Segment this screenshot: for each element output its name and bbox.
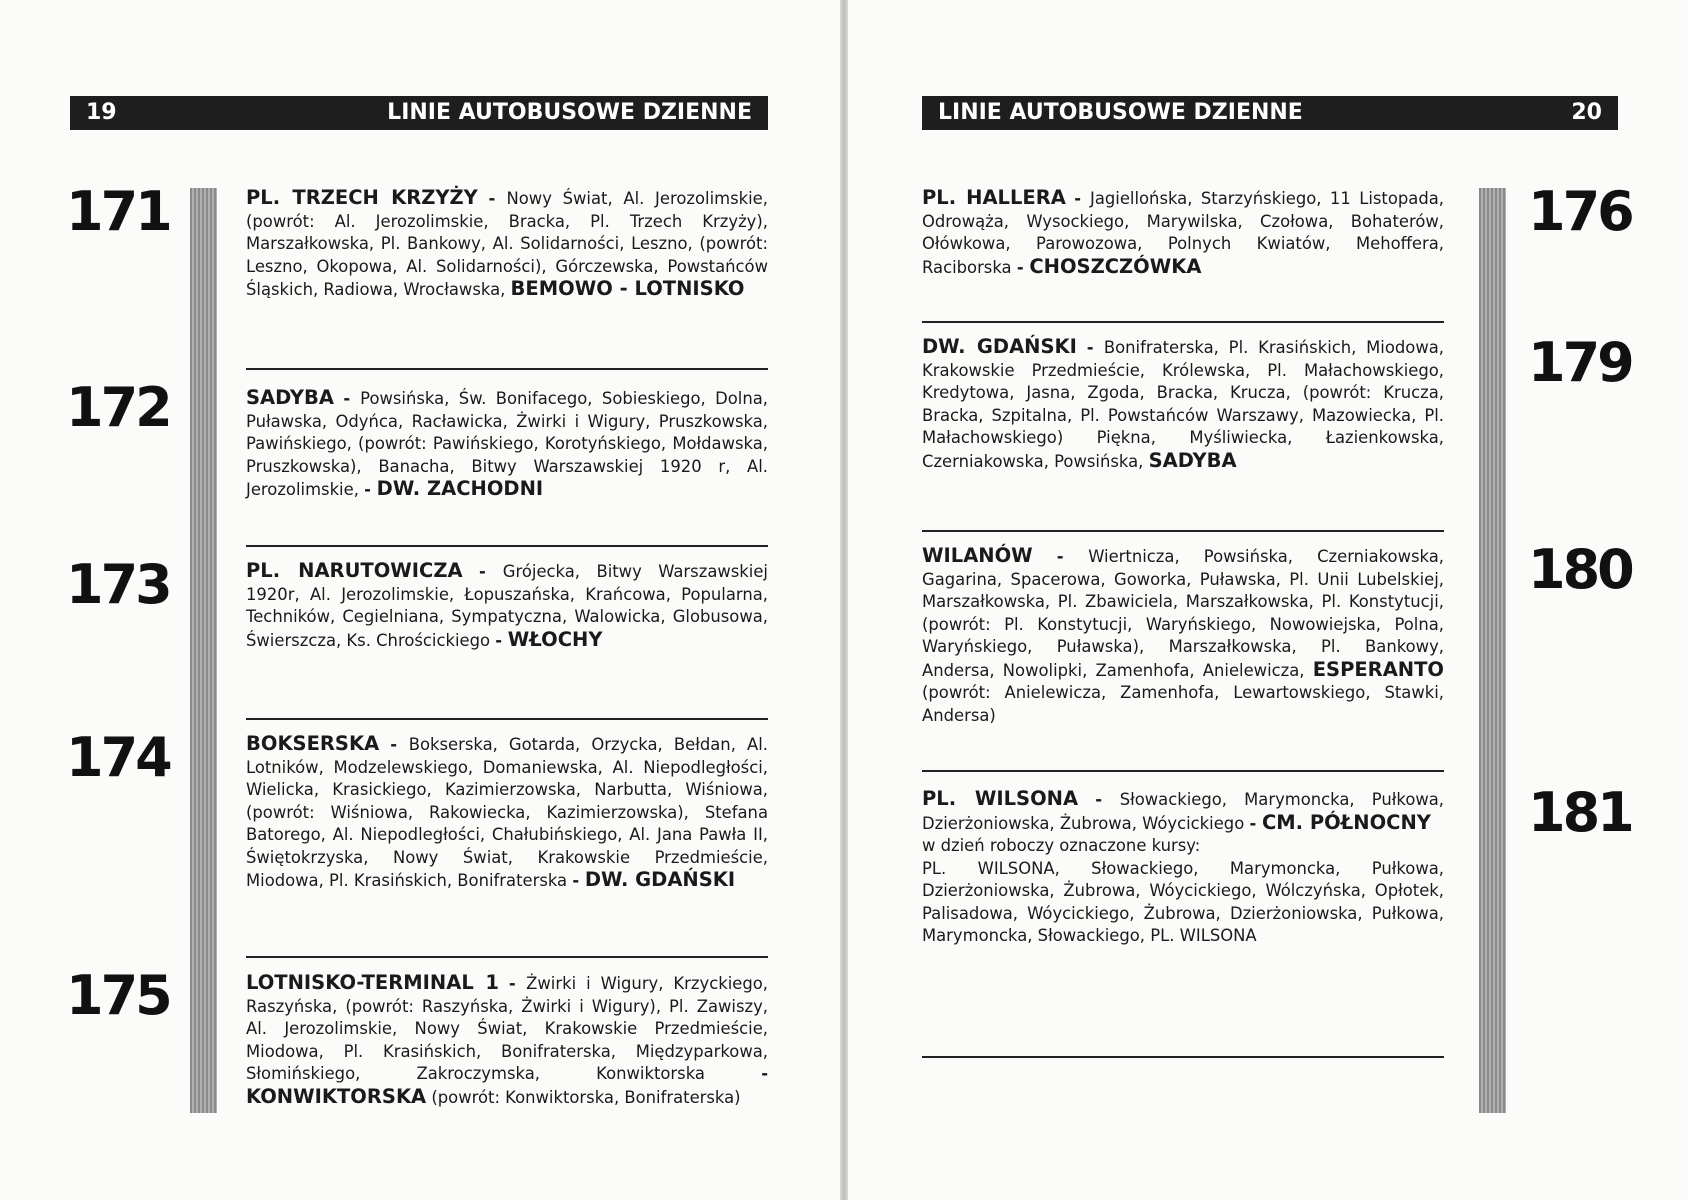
route-number: 171 xyxy=(66,180,170,243)
route-streets: Jagiellońska, Starzyńskiego, 11 Listopada, Odrowąża, Wysockiego, Marywilska, Czołowa, Bohaterów, Ołówkowa, Parowozowa, Polnych Kwiatów, Mehoffera, Raciborska xyxy=(922,189,1444,277)
divider xyxy=(246,368,768,370)
left-page xyxy=(0,0,840,1200)
book-gutter xyxy=(840,0,848,1200)
route-description: PL. NARUTOWICZA - Grójecka, Bitwy Warszawskiej 1920r, Al. Jerozolimskie, Łopuszańska, Krańcowa, Popularna, Techników, Cegielniana, Sympatyczna, Walowicka, Globusowa, Świerszcza, Ks. Chrościckiego - WŁOCHY xyxy=(246,559,768,651)
route-end: DW. GDAŃSKI xyxy=(584,868,736,891)
divider xyxy=(922,770,1444,772)
page-header xyxy=(922,96,1618,130)
route-start: SADYBA xyxy=(246,386,334,409)
route-description: PL. WILSONA - Słowackiego, Marymoncka, Pułkowa, Dzierżoniowska, Żubrowa, Wóycickiego - CM. PÓŁNOCNY w dzień roboczy oznaczone kursy: PL. WILSONA, Słowackiego, Marymoncka, Pułkowa, Dzierżoniowska, Żubrowa, Wóycickiego, Wólczyńska, Opłotek, Palisadowa, Wóycickiego, Żubrowa, Dzierżoniowska, Pułkowa, Marymoncka, Słowackiego, PL. WILSONA xyxy=(922,788,1444,948)
route-streets: Słowackiego, Marymoncka, Pułkowa, Dzierżoniowska, Żubrowa, Wóycickiego xyxy=(922,790,1445,833)
route-streets: Grójecka, Bitwy Warszawskiej 1920r, Al. Jerozolimskie, Łopuszańska, Krańcowa, Popularna, Techników, Cegielniana, Sympatyczna, Walowicka, Globusowa, Świerszcza, Ks. Chrościckiego xyxy=(246,562,768,650)
route-streets: Powsińska, Św. Bonifacego, Sobieskiego, Dolna, Puławska, Odyńca, Racławicka, Żwirki i Wigury, Pruszkowska, Pawińskiego, (powrót: Pawińskiego, Korotyńskiego, Mołdawska, Pruszkowska), Banacha, Bitwy Warszawskiej 1920 r, Al. Jerozolimskie, xyxy=(246,389,768,499)
route-start: PL. TRZECH KRZYŻY xyxy=(246,186,478,209)
divider xyxy=(922,1056,1444,1058)
route-number: 181 xyxy=(1528,781,1632,844)
route-start: PL. NARUTOWICZA xyxy=(246,559,463,582)
route-end: CHOSZCZÓWKA xyxy=(1029,254,1202,278)
route-start: PL. HALLERA xyxy=(922,186,1066,209)
route-return-note: (powrót: Konwiktorska, Bonifraterska) xyxy=(431,1087,741,1107)
route-description: WILANÓW - Wiertnicza, Powsińska, Czerniakowska, Gagarina, Spacerowa, Goworka, Puławska, Pl. Unii Lubelskiej, Marszałkowska, Pl. Zbawiciela, Marszałkowska, Pl. Konstytucji, (powrót: Pl. Konstytucji, Waryńskiego, Nowowiejska, Polna, Waryńskiego, Puławska), Marszałkowska, Pl. Bankowy, Andersa, Nowolipki, Zamenhofa, Anielewicza, ESPERANTO (powrót: Anielewicza, Zamenhofa, Lewartowskiego, Stawki, Andersa) xyxy=(922,544,1444,725)
route-streets: Bonifraterska, Pl. Krasińskich, Miodowa, Krakowskie Przedmieście, Królewska, Pl. Małachowskiego, Kredytowa, Jasna, Zgoda, Bracka, Krucza, (powrót: Krucza, Bracka, Szpitalna, Pl. Powstańców Warszawy, Mazowiecka, Pl. Małachowskiego) Piękna, Myśliwiecka, Łazienkowska, Czerniakowska, Powsińska, xyxy=(922,338,1444,471)
route-start: PL. WILSONA xyxy=(922,787,1079,810)
divider xyxy=(246,956,768,958)
route-number: 179 xyxy=(1528,331,1632,394)
route-streets: Żwirki i Wigury, Krzyckiego, Raszyńska, (powrót: Raszyńska, Żwirki i Wigury), Pl. Zawiszy, Al. Jerozolimskie, Nowy Świat, Krakowskie Przedmieście, Miodowa, Pl. Krasińskich, Bonifraterska, Międzyparkowa, Słomińskiego, Zakroczymska, Konwiktorska xyxy=(246,974,769,1083)
route-streets: Wiertnicza, Powsińska, Czerniakowska, Gagarina, Spacerowa, Goworka, Puławska, Pl. Unii Lubelskiej, Marszałkowska, Pl. Zbawiciela, Marszałkowska, Pl. Konstytucji, (powrót: Pl. Konstytucji, Waryńskiego, Nowowiejska, Polna, Waryńskiego, Puławska), Marszałkowska, Pl. Bankowy, Andersa, Nowolipki, Zamenhofa, Anielewicza, xyxy=(922,547,1444,680)
route-description: DW. GDAŃSKI - Bonifraterska, Pl. Krasińskich, Miodowa, Krakowskie Przedmieście, Królewska, Pl. Małachowskiego, Kredytowa, Jasna, Zgoda, Bracka, Krucza, (powrót: Krucza, Bracka, Szpitalna, Pl. Powstańców Warszawy, Mazowiecka, Pl. Małachowskiego) Piękna, Myśliwiecka, Łazienkowska, Czerniakowska, Powsińska, SADYBA xyxy=(922,335,1444,472)
route-end: WŁOCHY xyxy=(507,627,603,651)
route-description: PL. HALLERA - Jagiellońska, Starzyńskiego, 11 Listopada, Odrowąża, Wysockiego, Marywilska, Czołowa, Bohaterów, Ołówkowa, Parowozowa, Polnych Kwiatów, Mehoffera, Raciborska - CHOSZCZÓWKA xyxy=(922,186,1444,278)
page-number: 20 xyxy=(1571,100,1602,125)
route-number: 176 xyxy=(1528,180,1632,243)
route-description: LOTNISKO-TERMINAL 1 - Żwirki i Wigury, Krzyckiego, Raszyńska, (powrót: Raszyńska, Żwirki i Wigury), Pl. Zawiszy, Al. Jerozolimskie, Nowy Świat, Krakowskie Przedmieście, Miodowa, Pl. Krasińskich, Bonifraterska, Międzyparkowa, Słomińskiego, Zakroczymska, Konwiktorska - KONWIKTORSKA (powrót: Konwiktorska, Bonifraterska) xyxy=(246,971,769,1108)
divider xyxy=(922,530,1444,532)
route-start: DW. GDAŃSKI xyxy=(922,335,1077,358)
route-number: 175 xyxy=(66,964,170,1027)
header-title: LINIE AUTOBUSOWE DZIENNE xyxy=(387,100,752,125)
route-description: SADYBA - Powsińska, Św. Bonifacego, Sobieskiego, Dolna, Puławska, Odyńca, Racławicka, Żwirki i Wigury, Pruszkowska, Pawińskiego, (powrót: Pawińskiego, Korotyńskiego, Mołdawska, Pruszkowska), Banacha, Bitwy Warszawskiej 1920 r, Al. Jerozolimskie, - DW. ZACHODNI xyxy=(246,386,768,500)
route-end: ESPERANTO xyxy=(1312,657,1444,681)
vertical-bar xyxy=(190,188,217,1113)
route-start: WILANÓW xyxy=(922,544,1033,567)
divider xyxy=(246,718,768,720)
route-number: 174 xyxy=(66,726,170,789)
route-note-title: w dzień roboczy oznaczone kursy: xyxy=(922,836,1201,855)
divider xyxy=(922,321,1444,323)
vertical-bar xyxy=(1479,188,1506,1113)
route-end: CM. PÓŁNOCNY xyxy=(1261,810,1431,834)
route-end: KONWIKTORSKA xyxy=(246,1084,427,1108)
route-streets: Nowy Świat, Al. Jerozolimskie, (powrót: Al. Jerozolimskie, Bracka, Pl. Trzech Krzyży), Marszałkowska, Pl. Bankowy, Al. Solidarności, Leszno, (powrót: Leszno, Okopowa, Al. Solidarności), Górczewska, Powstańców Śląskich, Radiowa, Wrocławska, xyxy=(246,189,768,299)
route-number: 172 xyxy=(66,376,170,439)
right-page xyxy=(848,0,1688,1200)
route-note: PL. WILSONA, Słowackiego, Marymoncka, Pułkowa, Dzierżoniowska, Żubrowa, Wóycickiego, Wólczyńska, Opłotek, Palisadowa, Wóycickiego, Żubrowa, Dzierżoniowska, Pułkowa, Marymoncka, Słowackiego, PL. WILSONA xyxy=(922,858,1444,945)
route-end: SADYBA xyxy=(1148,448,1237,472)
route-number: 180 xyxy=(1528,538,1632,601)
route-end: BEMOWO - LOTNISKO xyxy=(510,277,745,300)
divider xyxy=(246,545,768,547)
route-streets: Bokserska, Gotarda, Orzycka, Bełdan, Al. Lotników, Modzelewskiego, Domaniewska, Al. Niepodległości, Wielicka, Krasickiego, Kazimierzowska, Narbutta, Wiśniowa, (powrót: Wiśniowa, Rakowiecka, Kazimierzowska), Stefana Batorego, Al. Niepodległości, Chałubińskiego, Al. Jana Pawła II, Świętokrzyska, Nowy Świat, Krakowskie Przedmieście, Miodowa, Pl. Krasińskich, Bonifraterska xyxy=(246,735,768,890)
header-title: LINIE AUTOBUSOWE DZIENNE xyxy=(938,100,1303,125)
page-number: 19 xyxy=(86,100,117,125)
route-description: BOKSERSKA - Bokserska, Gotarda, Orzycka, Bełdan, Al. Lotników, Modzelewskiego, Domaniewska, Al. Niepodległości, Wielicka, Krasickiego, Kazimierzowska, Narbutta, Wiśniowa, (powrót: Wiśniowa, Rakowiecka, Kazimierzowska), Stefana Batorego, Al. Niepodległości, Chałubińskiego, Al. Jana Pawła II, Świętokrzyska, Nowy Świat, Krakowskie Przedmieście, Miodowa, Pl. Krasińskich, Bonifraterska - DW. GDAŃSKI xyxy=(246,732,768,891)
route-number: 173 xyxy=(66,553,170,616)
route-start: BOKSERSKA xyxy=(246,732,380,755)
page-header xyxy=(70,96,768,130)
route-end: DW. ZACHODNI xyxy=(376,477,544,500)
route-description: PL. TRZECH KRZYŻY - Nowy Świat, Al. Jerozolimskie, (powrót: Al. Jerozolimskie, Bracka, Pl. Trzech Krzyży), Marszałkowska, Pl. Bankowy, Al. Solidarności, Leszno, (powrót: Leszno, Okopowa, Al. Solidarności), Górczewska, Powstańców Śląskich, Radiowa, Wrocławska, BEMOWO - LOTNISKO xyxy=(246,186,768,300)
route-return-note: (powrót: Anielewicza, Zamenhofa, Lewartowskiego, Stawki, Andersa) xyxy=(922,683,1444,725)
route-start: LOTNISKO-TERMINAL 1 xyxy=(246,971,499,994)
